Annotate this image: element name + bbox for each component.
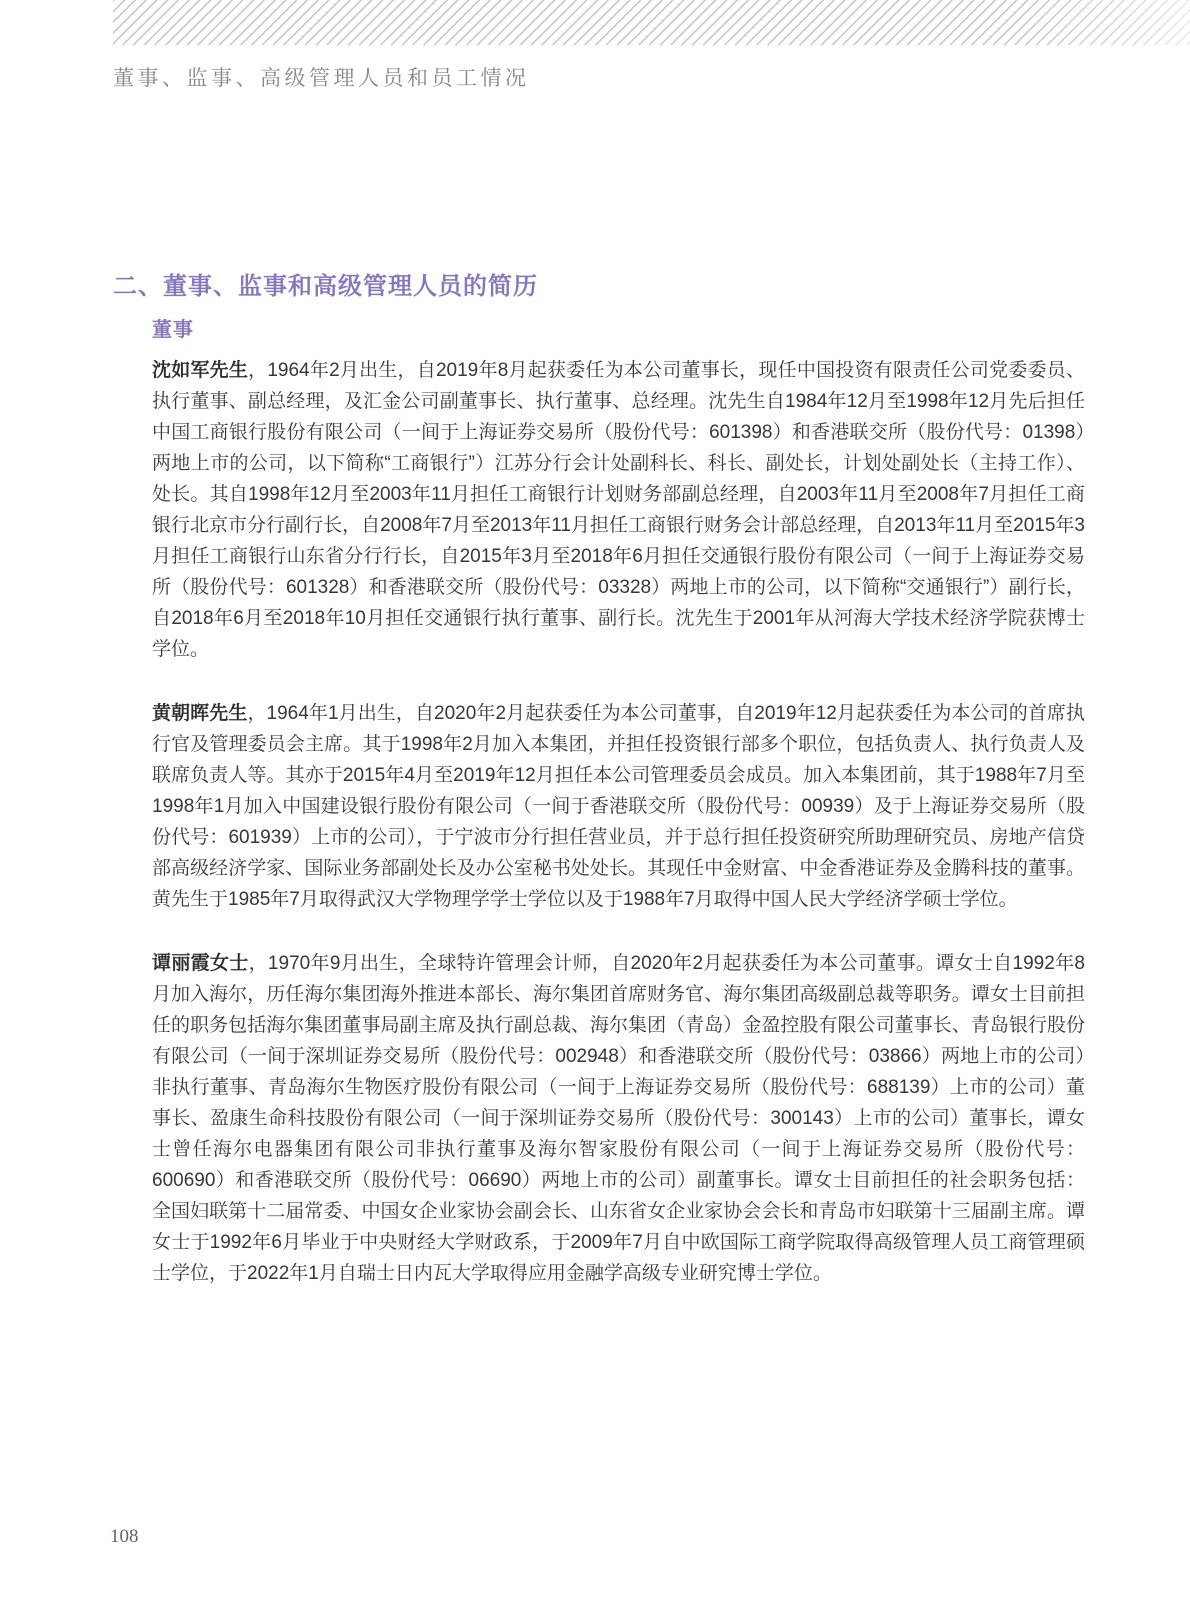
section-title: 二、董事、监事和高级管理人员的简历 [113, 273, 538, 300]
bio-text: ，1964年2月出生，自2019年8月起获委任为本公司董事长，现任中国投资有限责任公司党委委员、执行董事、副总经理，及汇金公司副董事长、执行董事、总经理。沈先生自1984年12月至1998年12月先后担任中国工商银行股份有限公司（一间于上海证券交易所（股份代号：601398）和香港联交所（股份代号：01398）两地上市的公司，以下简称“工商银行”）江苏分行会计处副科长、科长、副处长，计划处副处长（主持工作）、处长。其自1998年12月至2003年11月担任工商银行计划财务部副总经理，自2003年11月至2008年7月担任工商银行北京市分行副行长，自2008年7月至2013年11月担任工商银行财务会计部总经理，自2013年11月至2015年3月担任工商银行山东省分行行长，自2015年3月至2018年6月担任交通银行股份有限公司（一间于上海证券交易所（股份代号：601328）和香港联交所（股份代号：03328）两地上市的公司，以下简称“交通银行”）副行长，自2018年6月至2018年10月担任交通银行执行董事、副行长。沈先生于2001年从河海大学技术经济学院获博士学位。 [152, 360, 1085, 660]
bio-paragraph-huang-zhaohui [152, 698, 1085, 915]
bio-name: 谭丽霞女士 [152, 953, 249, 974]
bio-name: 沈如军先生 [152, 360, 249, 381]
bio-paragraph-tan-lixia [152, 948, 1085, 1289]
bio-text: ，1970年9月出生，全球特许管理会计师，自2020年2月起获委任为本公司董事。谭女士自1992年8月加入海尔，历任海尔集团海外推进本部长、海尔集团首席财务官、海尔集团高级副总裁等职务。谭女士目前担任的职务包括海尔集团董事局副主席及执行副总裁、海尔集团（青岛）金盈控股有限公司董事长、青岛银行股份有限公司（一间于深圳证券交易所（股份代号：002948）和香港联交所（股份代号：03866）两地上市的公司）非执行董事、青岛海尔生物医疗股份有限公司（一间于上海证券交易所（股份代号：688139）上市的公司）董事长、盈康生命科技股份有限公司（一间于深圳证券交易所（股份代号：300143）上市的公司）董事长，谭女士曾任海尔电器集团有限公司非执行董事及海尔智家股份有限公司（一间于上海证券交易所（股份代号：600690）和香港联交所（股份代号：06690）两地上市的公司）副董事长。谭女士目前担任的社会职务包括：全国妇联第十二届常委、中国女企业家协会副会长、山东省女企业家协会会长和青岛市妇联第十三届副主席。谭女士于1992年6月毕业于中央财经大学财政系，于2009年7月自中欧国际工商学院取得高级管理人员工商管理硕士学位，于2022年1月自瑞士日内瓦大学取得应用金融学高级专业研究博士学位。 [152, 953, 1085, 1284]
running-head: 董事、监事、高级管理人员和员工情况 [113, 66, 530, 90]
biographies-section [152, 355, 1085, 1289]
bio-text: ，1964年1月出生，自2020年2月起获委任为本公司董事，自2019年12月起获委任为本公司的首席执行官及管理委员会主席。其于1998年2月加入本集团，并担任投资银行部多个职位，包括负责人、执行负责人及联席负责人等。其亦于2015年4月至2019年12月担任本公司管理委员会成员。加入本集团前，其于1988年7月至1998年1月加入中国建设银行股份有限公司（一间于香港联交所（股份代号：00939）及于上海证券交易所（股份代号：601939）上市的公司），于宁波市分行担任营业员，并于总行担任投资研究所助理研究员、房地产信贷部高级经济学家、国际业务部副处长及办公室秘书处处长。其现任中金财富、中金香港证券及金腾科技的董事。黄先生于1985年7月取得武汉大学物理学学士学位以及于1988年7月取得中国人民大学经济学硕士学位。 [152, 703, 1085, 910]
page-number: 108 [110, 1526, 139, 1547]
section-subtitle-directors: 董事 [152, 319, 194, 341]
bio-paragraph-shen-rujun [152, 355, 1085, 665]
decorative-hatch-band [113, 0, 1190, 45]
bio-name: 黄朝晖先生 [152, 703, 248, 724]
